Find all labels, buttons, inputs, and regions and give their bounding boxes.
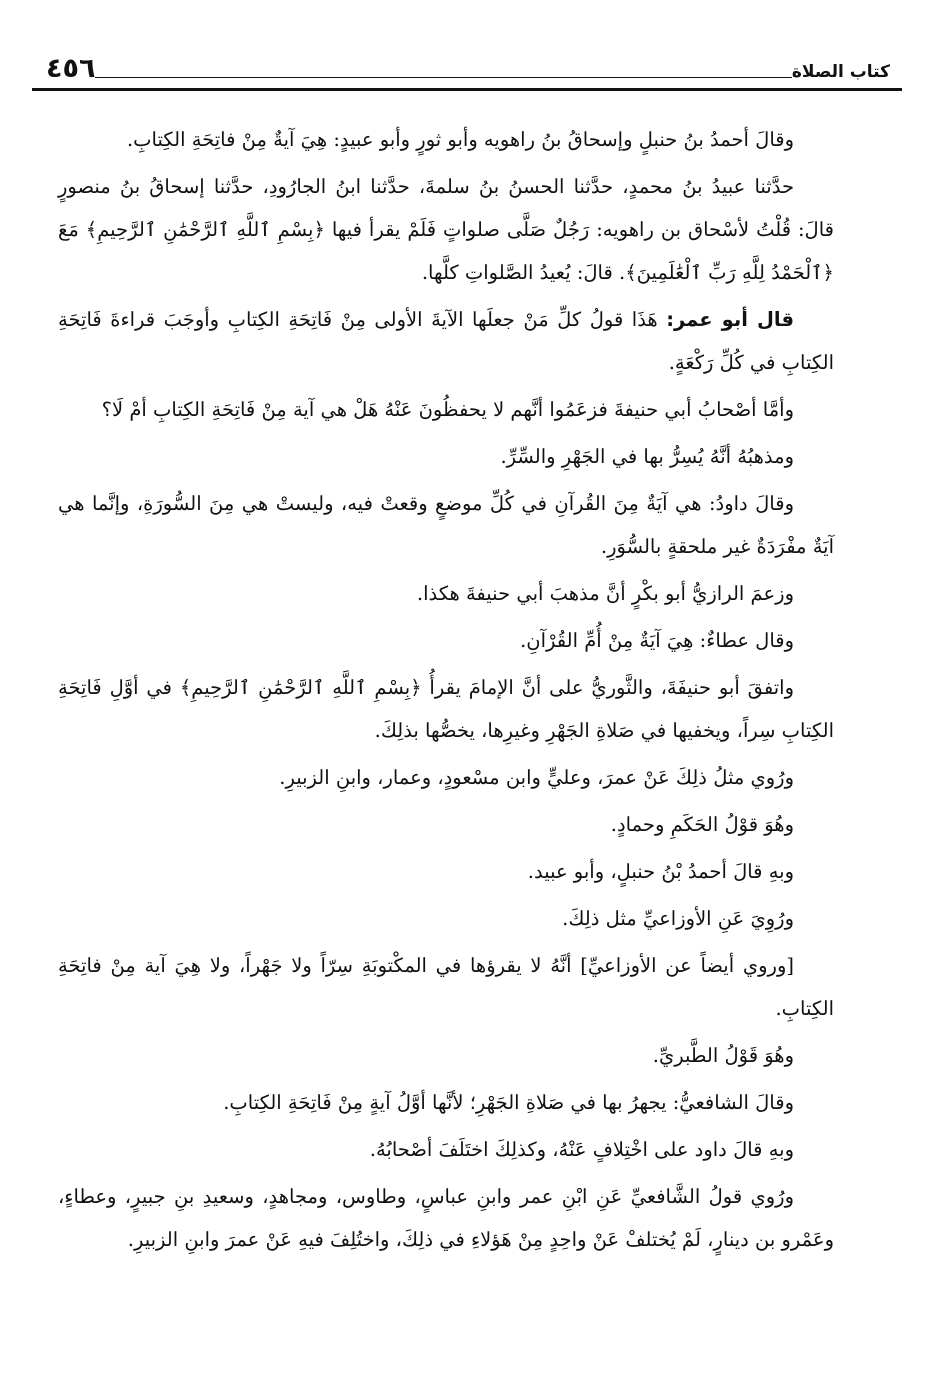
paragraph: وهُوَ قوْلُ الحَكَمِ وحمادٍ.: [610, 813, 794, 836]
paragraph: واتفقَ أبو حنيفَةَ، والثَّوريُّ على أنَّ الإمامَ يقرأُ ﴿بِسْمِ ٱللَّهِ ٱلرَّحْمَٰنِ ٱلرَّحِيمِ﴾ في أوَّلِ فَاتِحَةِ الكِتابِ سِراً، ويخفيها في صَلاةِ الجَهْرِ وغيرِها، يخصُّها بذلِكَ.: [58, 676, 834, 742]
paragraph: [وروي أيضاً عن الأوزاعيِّ] أنَّهُ لا يقرؤها في المكْتوبَةِ سِرّاً ولا جَهْراً، ولا هِيَ آية مِنْ فاتِحَةِ الكِتابِ.: [58, 954, 834, 1020]
page-body: [58, 118, 834, 1265]
paragraph: حدَّثنا عبيدُ بنُ محمدٍ، حدَّثنا الحسنُ بنُ سلمةَ، حدَّثنا ابنُ الجارُودِ، حدَّثنا إسحاقُ بنُ منصورٍ قالَ: قُلْتُ لأسْحاق بن راهويه: رَجُلٌ صَلَّى صلواتٍ فَلَمْ يقرأ فيها ﴿بِسْمِ ٱللَّهِ ٱلرَّحْمَٰنِ ٱلرَّحِيمِ﴾ مَعَ ﴿ٱلْحَمْدُ لِلَّهِ رَبِّ ٱلْعَٰلَمِينَ﴾. قالَ: يُعيدُ الصَّلواتِ كلَّها.: [58, 175, 834, 284]
paragraph: وقال عطاءٌ: هِيَ آيَةٌ مِنْ أُمِّ القُرْآنِ.: [520, 629, 794, 652]
paragraph: ورُوِيَ عَنِ الأوزاعيِّ مثل ذلِكَ.: [562, 907, 794, 930]
paragraph: وبهِ قالَ داود على اخْتِلافٍ عَنْهُ، وكذلِكَ اختَلَفَ أصْحابُهُ.: [369, 1138, 794, 1161]
page-header: [32, 44, 902, 88]
paragraph: ورُوي قولُ الشَّافعيِّ عَنِ ابْنِ عمر وابنِ عباسٍ، وطاوس، ومجاهدٍ، وسعيدِ بنِ جبيرٍ، وعطاءٍ، وعَمْرو بن دينارٍ، لَمْ يُختلفْ عَنْ واحِدٍ مِنْ هَؤلاءِ في ذلِكَ، واختُلِفَ فيهِ عَنْ عمرَ وابنِ الزبيرِ.: [58, 1185, 834, 1251]
paragraph: قال أبو عمر: هَذَا قولُ كلِّ مَنْ جعلَها الآيةَ الأولى مِنْ فَاتِحَةِ الكِتابِ وأوجَبَ قراءةَ فَاتِحَةِ الكِتابِ في كُلِّ رَكْعَةٍ.: [58, 308, 834, 374]
running-title: كتاب الصلاة: [791, 62, 890, 82]
paragraph: وقالَ الشافعيُّ: يجهرُ بها في صَلاةِ الجَهْرِ؛ لأنَّها أوَّلُ آيةٍ مِنْ فَاتِحَةِ الكِتابِ.: [223, 1091, 794, 1114]
paragraph: وقالَ أحمدُ بنُ حنبلٍ وإسحاقُ بنُ راهويه وأبو ثورٍ وأبو عبيدٍ: هِيَ آيةٌ مِنْ فاتِحَةِ الكِتابِ.: [126, 128, 794, 151]
paragraph: وقالَ داودُ: هي آيَةٌ مِنَ القُرآنِ في كُلِّ موضعٍ وقعتْ فيه، وليستْ هي مِنَ السُّورَةِ، وإنَّما هي آيَةٌ مفْرَدَةٌ غير ملحقةٍ بالسُّوَرِ.: [58, 492, 834, 558]
paragraph: ومذهبُهُ أنَّهُ يُسِرُّ بها في الجَهْرِ والسِّرِّ.: [500, 445, 794, 468]
header-line: [95, 77, 791, 78]
page-number: ٤٥٦: [46, 53, 96, 84]
paragraph: وهُوَ قَوْلُ الطَّبريِّ.: [652, 1044, 794, 1067]
paragraph: وبهِ قالَ أحمدُ بْنُ حنبلٍ، وأبو عبيد.: [527, 860, 794, 883]
paragraph-label: قال أبو عمر:: [666, 308, 794, 331]
header-rule: [32, 88, 902, 91]
paragraph: وأمَّا أصْحابُ أبي حنيفةَ فزعَمُوا أنَّهم لا يحفظُونَ عَنْهُ هَلْ هي آية مِنْ فَاتِحَةِ الكِتابِ أمْ لَا؟: [101, 398, 794, 421]
paragraph: ورُوي مثلُ ذلِكَ عَنْ عمرَ، وعليٍّ وابن مسْعودٍ، وعمار، وابنِ الزبيرِ.: [279, 766, 794, 789]
paragraph: وزعمَ الرازيُّ أبو بكْرٍ أنَّ مذهبَ أبي حنيفةَ هكذا.: [416, 582, 794, 605]
